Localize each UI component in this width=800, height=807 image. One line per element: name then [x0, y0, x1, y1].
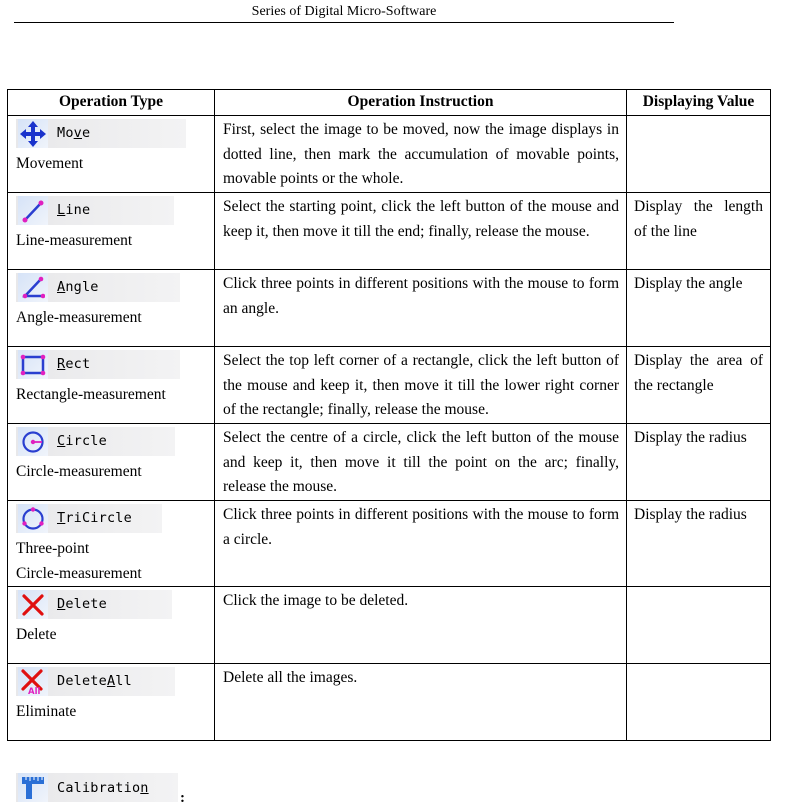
operation-type-cell [8, 501, 215, 587]
operation-type-name: Eliminate [16, 703, 77, 720]
operation-instruction: Click the image to be deleted. [215, 587, 627, 664]
operation-type-name: Circle-measurement [16, 463, 142, 480]
displaying-value: Display the angle [627, 270, 771, 347]
table-row [8, 664, 771, 741]
delete-all-button[interactable] [16, 667, 175, 696]
table-row [8, 501, 771, 587]
tool-label: TriCircle [57, 510, 132, 527]
operation-type-cell [8, 587, 215, 664]
tricircle-button[interactable] [16, 504, 162, 533]
column-header: Operation Type [8, 90, 215, 116]
tool-label: Circle [57, 433, 107, 450]
circle-button[interactable] [16, 427, 175, 456]
table-row [8, 193, 771, 270]
displaying-value: Display the length of the line [627, 193, 771, 270]
move-icon [18, 119, 48, 148]
calibration-section [16, 768, 185, 807]
displaying-value [627, 116, 771, 193]
calibration-colon: : [180, 790, 185, 806]
operation-type-cell [8, 347, 215, 424]
operation-type-cell [8, 664, 215, 741]
column-header: Displaying Value [627, 90, 771, 116]
tool-label: Delete [57, 596, 107, 613]
table-row [8, 424, 771, 501]
tool-label: Angle [57, 279, 99, 296]
svg-text:All: All [28, 686, 41, 695]
tricircle-icon [18, 504, 48, 533]
angle-button[interactable] [16, 273, 180, 302]
displaying-value: Display the radius [627, 501, 771, 587]
angle-icon [18, 273, 48, 302]
column-header: Operation Instruction [215, 90, 627, 116]
tool-label: Line [57, 202, 91, 219]
table-row [8, 347, 771, 424]
operation-type-name: Movement [16, 155, 84, 172]
rectangle-icon [18, 350, 48, 379]
calibration-button[interactable] [16, 773, 178, 802]
operation-type-cell [8, 270, 215, 347]
operation-type-name: Three-point [16, 540, 90, 557]
operation-type-name: Delete [16, 626, 57, 643]
operation-instruction: First, select the image to be moved, now the image displays in dotted line, then mark the accumulation of movable points, movable points or the whole. [215, 116, 627, 193]
operation-instruction: Delete all the images. [215, 664, 627, 741]
operation-type-cell [8, 424, 215, 501]
operation-instruction: Select the top left corner of a rectangle, click the left button of the mouse and keep it, then move it till the lower right corner of the rectangle; finally, release the mouse. [215, 347, 627, 424]
operation-instruction: Click three points in different positions with the mouse to form an angle. [215, 270, 627, 347]
delete-button[interactable] [16, 590, 172, 619]
operation-instruction: Click three points in different positions with the mouse to form a circle. [215, 501, 627, 587]
displaying-value: Display the radius [627, 424, 771, 501]
operation-type-name: Rectangle-measurement [16, 386, 166, 403]
displaying-value [627, 587, 771, 664]
delete-all-icon [18, 667, 48, 696]
operation-type-name: Circle-measurement [16, 564, 142, 582]
table-row [8, 116, 771, 193]
tool-label: Move [57, 125, 91, 142]
move-button[interactable] [16, 119, 186, 148]
circle-icon [18, 427, 48, 456]
page-header: Series of Digital Micro-Software [14, 4, 674, 23]
table-row [8, 587, 771, 664]
tool-label: Rect [57, 356, 91, 373]
operation-type-name: Line-measurement [16, 232, 133, 249]
calibration-ruler-icon [18, 773, 48, 802]
table-header-row [8, 90, 771, 116]
operation-instruction: Select the centre of a circle, click the left button of the mouse and keep it, then move it till the point on the arc; finally, release the mouse. [215, 424, 627, 501]
delete-x-icon [18, 590, 48, 619]
operations-table [7, 89, 771, 741]
operation-type-name: Angle-measurement [16, 309, 142, 326]
rect-button[interactable] [16, 350, 180, 379]
operation-instruction: Select the starting point, click the left button of the mouse and keep it, then move it till the end; finally, release the mouse. [215, 193, 627, 270]
tool-label: Calibration [57, 779, 149, 796]
line-button[interactable] [16, 196, 174, 225]
tool-label: DeleteAll [57, 673, 132, 690]
displaying-value [627, 664, 771, 741]
displaying-value: Display the area of the rectangle [627, 347, 771, 424]
operation-type-cell [8, 116, 215, 193]
operation-type-cell [8, 193, 215, 270]
line-icon [18, 196, 48, 225]
table-row [8, 270, 771, 347]
